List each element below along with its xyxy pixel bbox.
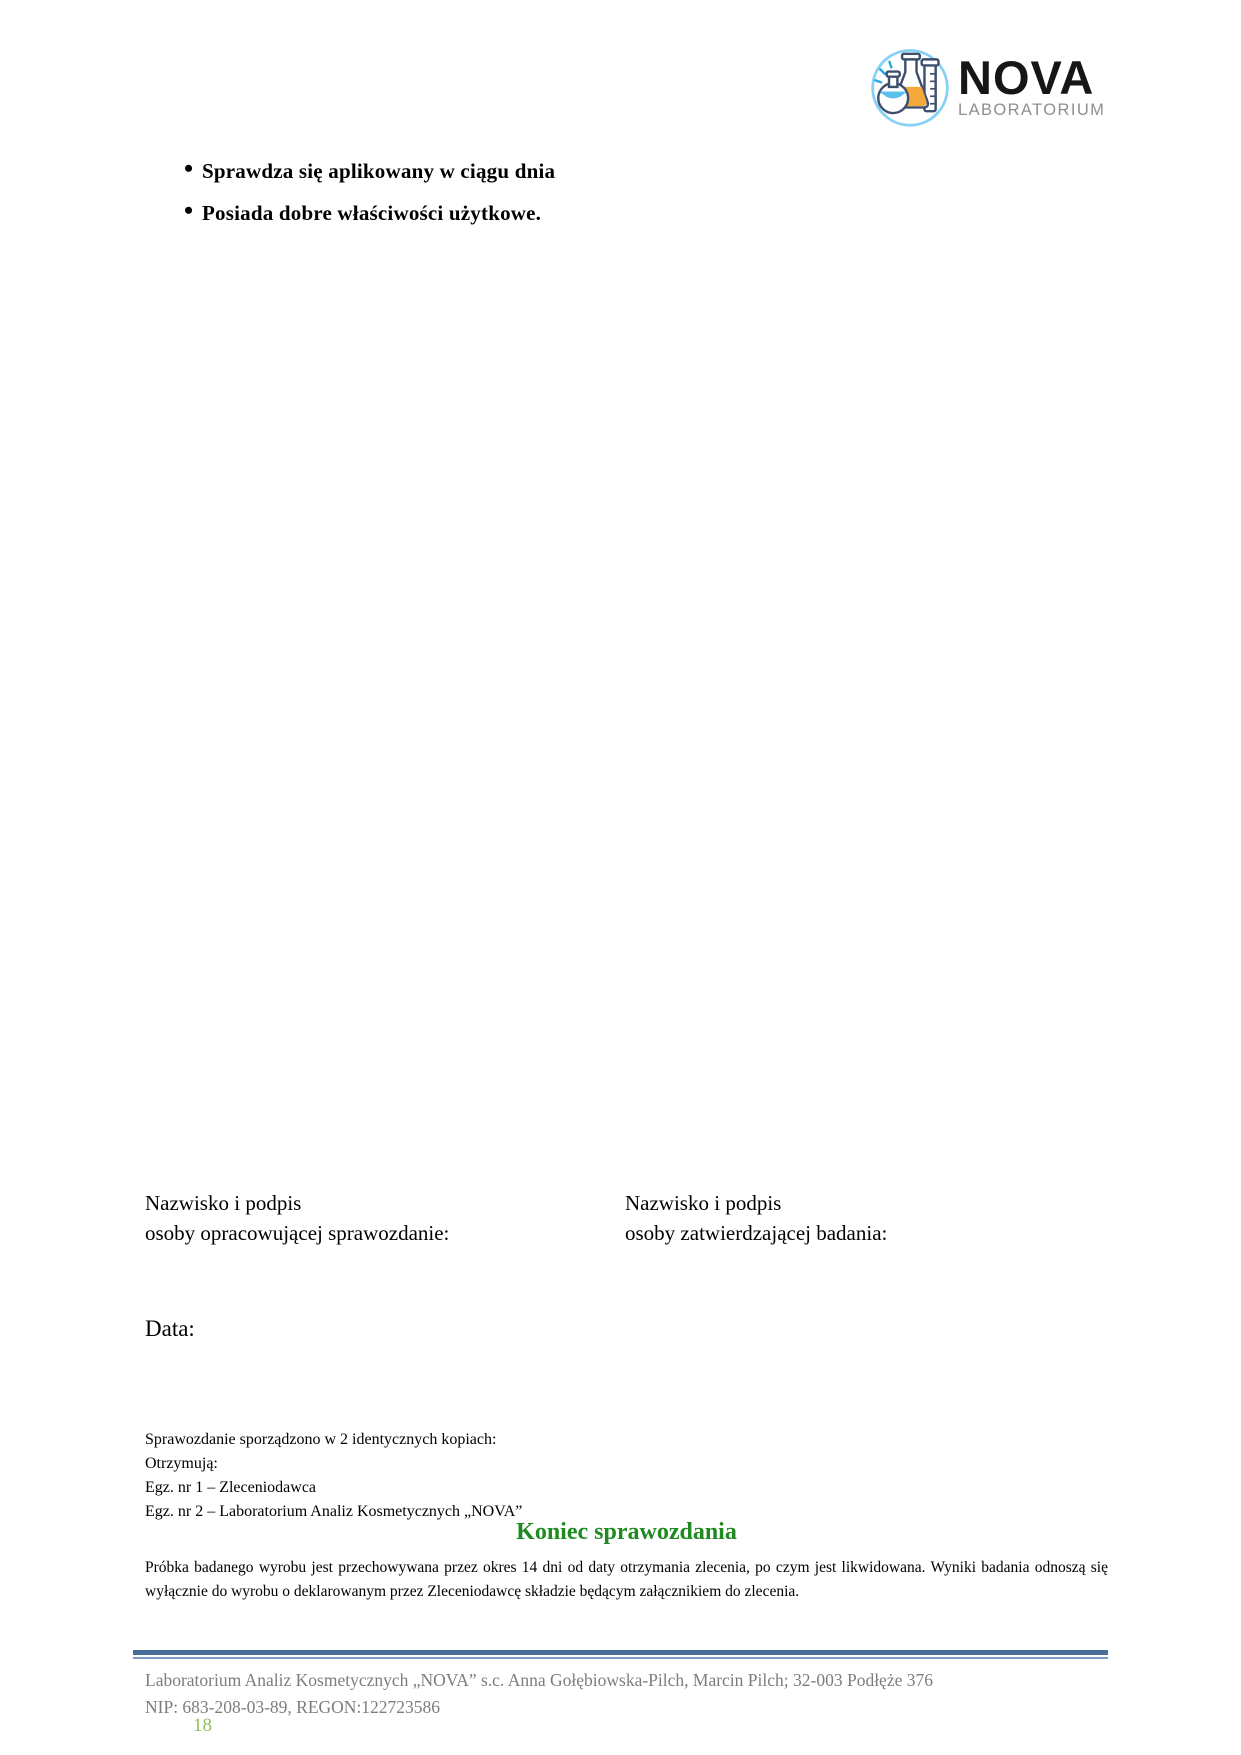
logo bbox=[868, 44, 1105, 128]
logo-name: NOVA bbox=[958, 50, 1095, 104]
footer-rule-thick bbox=[133, 1650, 1108, 1655]
distribution-note bbox=[145, 1428, 522, 1524]
footer bbox=[145, 1667, 1125, 1721]
logo-text bbox=[958, 50, 1106, 119]
page-number: 18 bbox=[193, 1715, 212, 1736]
signature-author bbox=[145, 1188, 625, 1248]
bullet-item: • Posiada dobre właściwości użytkowe. bbox=[186, 200, 555, 226]
distribution-line: Sprawozdanie sporządzono w 2 identycznych kopiach: bbox=[145, 1431, 497, 1448]
footer-rule-thin bbox=[133, 1657, 1108, 1659]
footer-tax-line: NIP: 683-208-03-89, REGON:122723586 bbox=[145, 1697, 441, 1717]
date-label: Data: bbox=[145, 1316, 195, 1341]
distribution-line: Egz. nr 2 – Laboratorium Analiz Kosmetycznych „NOVA” bbox=[145, 1503, 523, 1520]
end-of-report-heading: Koniec sprawozdania bbox=[516, 1519, 737, 1545]
signature-approver-line1: Nazwisko i podpis bbox=[625, 1191, 782, 1215]
bullet-list bbox=[186, 158, 555, 242]
distribution-line: Otrzymują: bbox=[145, 1455, 218, 1472]
lab-flasks-icon bbox=[868, 44, 952, 128]
signature-approver bbox=[625, 1188, 1105, 1248]
signature-author-line1: Nazwisko i podpis bbox=[145, 1191, 302, 1215]
bullet-item: • Sprawdza się aplikowany w ciągu dnia bbox=[186, 158, 555, 184]
signature-author-line2: osoby opracowującej sprawozdanie: bbox=[145, 1221, 450, 1245]
distribution-line: Egz. nr 1 – Zleceniodawca bbox=[145, 1479, 317, 1496]
signature-approver-line2: osoby zatwierdzającej badania: bbox=[625, 1221, 888, 1245]
logo-subtitle: LABORATORIUM bbox=[958, 100, 1106, 119]
signature-block bbox=[145, 1188, 1105, 1248]
retention-note: Próbka badanego wyrobu jest przechowywana przez okres 14 dni od daty otrzymania zlecenia, po czym jest likwidowana. Wyniki badania odnoszą się wyłącznie do wyrobu o deklarowanym przez Zleceniodawcę składzie będącym załącznikiem do zlecenia. bbox=[145, 1559, 1108, 1600]
footer-address-line: Laboratorium Analiz Kosmetycznych „NOVA” s.c. Anna Gołębiowska-Pilch, Marcin Pilch; 32-003 Podłęże 376 bbox=[145, 1670, 933, 1690]
